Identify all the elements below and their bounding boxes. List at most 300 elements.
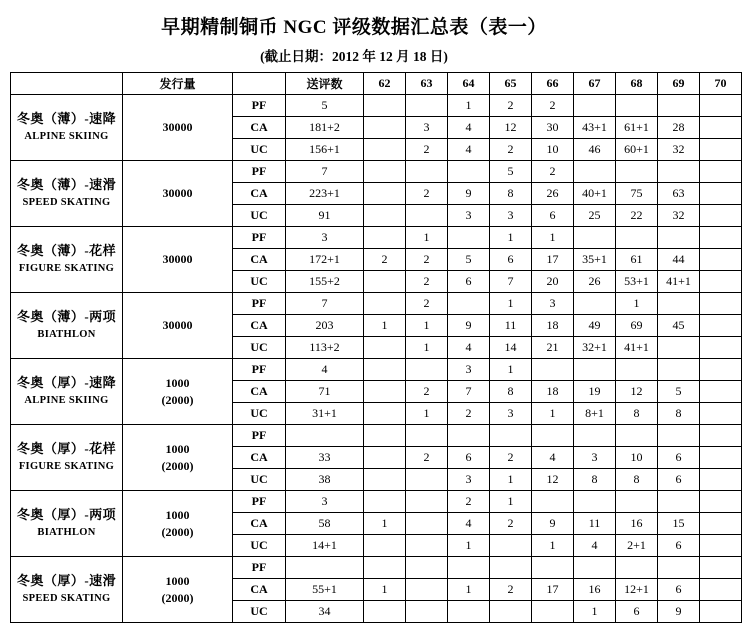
issue-quantity-cell: 30000 xyxy=(123,293,233,359)
submitted-count-cell: 14+1 xyxy=(286,535,364,557)
grade-64-cell: 4 xyxy=(448,337,490,359)
grade-label-cell: PF xyxy=(233,359,286,381)
grade-63-cell xyxy=(406,491,448,513)
category-cell xyxy=(11,95,123,161)
grade-65-cell: 6 xyxy=(490,249,532,271)
grade-68-cell: 22 xyxy=(616,205,658,227)
submitted-count-cell: 5 xyxy=(286,95,364,117)
grade-label-cell: PF xyxy=(233,293,286,315)
grade-70-cell xyxy=(700,381,742,403)
grade-65-cell: 14 xyxy=(490,337,532,359)
issue-quantity-cell: 30000 xyxy=(123,95,233,161)
grade-66-cell xyxy=(532,601,574,623)
category-name-en: BIATHLON xyxy=(37,527,96,539)
grade-62-cell xyxy=(364,139,406,161)
grade-67-cell xyxy=(574,293,616,315)
grade-63-cell xyxy=(406,425,448,447)
grade-label-cell: PF xyxy=(233,161,286,183)
grade-64-cell: 3 xyxy=(448,205,490,227)
grade-66-cell xyxy=(532,557,574,579)
grade-68-cell xyxy=(616,95,658,117)
table-row xyxy=(11,359,742,381)
grade-label-cell: UC xyxy=(233,271,286,293)
grade-63-cell: 2 xyxy=(406,271,448,293)
grade-label-cell: CA xyxy=(233,579,286,601)
grade-65-cell: 8 xyxy=(490,183,532,205)
header-grade-67: 67 xyxy=(574,73,616,95)
grade-66-cell xyxy=(532,425,574,447)
submitted-count-cell: 7 xyxy=(286,293,364,315)
grade-70-cell xyxy=(700,249,742,271)
grade-69-cell xyxy=(658,337,700,359)
grade-64-cell: 2 xyxy=(448,403,490,425)
grade-65-cell: 1 xyxy=(490,469,532,491)
grade-64-cell: 2 xyxy=(448,491,490,513)
grade-63-cell xyxy=(406,579,448,601)
grade-70-cell xyxy=(700,95,742,117)
header-grade-70: 70 xyxy=(700,73,742,95)
grade-70-cell xyxy=(700,183,742,205)
category-name-cn: 冬奥（薄）-花样 xyxy=(16,243,117,259)
grade-68-cell: 61 xyxy=(616,249,658,271)
grade-67-cell: 26 xyxy=(574,271,616,293)
grade-67-cell xyxy=(574,425,616,447)
header-grade xyxy=(233,73,286,95)
grade-64-cell: 1 xyxy=(448,535,490,557)
grade-62-cell xyxy=(364,447,406,469)
grade-label-cell: PF xyxy=(233,557,286,579)
header-category xyxy=(11,73,123,95)
table-header xyxy=(11,73,742,95)
submitted-count-cell: 223+1 xyxy=(286,183,364,205)
grade-67-cell: 32+1 xyxy=(574,337,616,359)
grade-67-cell xyxy=(574,227,616,249)
grade-69-cell: 9 xyxy=(658,601,700,623)
grade-64-cell: 7 xyxy=(448,381,490,403)
grade-label-cell: UC xyxy=(233,601,286,623)
header-grade-68: 68 xyxy=(616,73,658,95)
grade-label-cell: PF xyxy=(233,95,286,117)
grade-65-cell: 2 xyxy=(490,95,532,117)
grade-66-cell: 17 xyxy=(532,579,574,601)
grade-68-cell xyxy=(616,161,658,183)
grade-67-cell xyxy=(574,359,616,381)
header-grade-64: 64 xyxy=(448,73,490,95)
grade-64-cell: 4 xyxy=(448,139,490,161)
header-row xyxy=(11,73,742,95)
grade-67-cell: 43+1 xyxy=(574,117,616,139)
header-grade-63: 63 xyxy=(406,73,448,95)
grade-63-cell: 2 xyxy=(406,447,448,469)
grade-66-cell: 9 xyxy=(532,513,574,535)
grade-62-cell xyxy=(364,601,406,623)
submitted-count-cell: 155+2 xyxy=(286,271,364,293)
submitted-count-cell: 3 xyxy=(286,491,364,513)
grade-66-cell: 21 xyxy=(532,337,574,359)
table-row xyxy=(11,95,742,117)
issue-quantity-cell: 30000 xyxy=(123,227,233,293)
grade-63-cell: 1 xyxy=(406,227,448,249)
grade-68-cell: 75 xyxy=(616,183,658,205)
category-name-en: SPEED SKATING xyxy=(22,197,111,209)
grade-64-cell: 4 xyxy=(448,117,490,139)
grade-68-cell: 12 xyxy=(616,381,658,403)
submitted-count-cell: 203 xyxy=(286,315,364,337)
grade-63-cell xyxy=(406,557,448,579)
submitted-count-cell: 91 xyxy=(286,205,364,227)
page-title: 早期精制铜币 NGC 评级数据汇总表（表一） xyxy=(161,17,547,38)
category-name-en: ALPINE SKIING xyxy=(24,395,109,407)
grade-68-cell: 61+1 xyxy=(616,117,658,139)
grade-67-cell: 1 xyxy=(574,601,616,623)
grade-62-cell xyxy=(364,403,406,425)
category-name-en: BIATHLON xyxy=(37,329,96,341)
grade-label-cell: CA xyxy=(233,117,286,139)
grade-70-cell xyxy=(700,205,742,227)
submitted-count-cell: 71 xyxy=(286,381,364,403)
grade-69-cell: 41+1 xyxy=(658,271,700,293)
grade-70-cell xyxy=(700,227,742,249)
grade-68-cell: 1 xyxy=(616,293,658,315)
grade-67-cell xyxy=(574,95,616,117)
grade-66-cell: 17 xyxy=(532,249,574,271)
category-name-cn: 冬奥（薄）-速降 xyxy=(16,111,117,127)
submitted-count-cell: 7 xyxy=(286,161,364,183)
grade-68-cell: 8 xyxy=(616,469,658,491)
grade-62-cell xyxy=(364,359,406,381)
grade-label-cell: CA xyxy=(233,513,286,535)
grade-70-cell xyxy=(700,557,742,579)
grade-69-cell: 6 xyxy=(658,469,700,491)
submitted-count-cell: 156+1 xyxy=(286,139,364,161)
table-row xyxy=(11,161,742,183)
grade-70-cell xyxy=(700,271,742,293)
issue-quantity-cell: 1000 (2000) xyxy=(123,425,233,491)
submitted-count-cell: 33 xyxy=(286,447,364,469)
grade-67-cell: 8 xyxy=(574,469,616,491)
grade-62-cell xyxy=(364,381,406,403)
submitted-count-cell xyxy=(286,557,364,579)
category-name-cn: 冬奥（厚）-花样 xyxy=(16,441,117,457)
category-name-en: FIGURE SKATING xyxy=(18,263,115,275)
grade-66-cell: 26 xyxy=(532,183,574,205)
table-row xyxy=(11,293,742,315)
grade-label-cell: UC xyxy=(233,469,286,491)
grade-69-cell: 45 xyxy=(658,315,700,337)
grade-67-cell xyxy=(574,161,616,183)
grade-69-cell xyxy=(658,293,700,315)
grade-65-cell: 2 xyxy=(490,513,532,535)
grade-68-cell xyxy=(616,491,658,513)
grade-label-cell: UC xyxy=(233,535,286,557)
grade-label-cell: PF xyxy=(233,425,286,447)
grade-69-cell xyxy=(658,425,700,447)
grade-70-cell xyxy=(700,447,742,469)
grade-65-cell xyxy=(490,535,532,557)
grade-63-cell: 2 xyxy=(406,249,448,271)
grade-70-cell xyxy=(700,425,742,447)
grade-63-cell xyxy=(406,469,448,491)
grade-66-cell xyxy=(532,359,574,381)
grade-65-cell xyxy=(490,601,532,623)
grade-64-cell: 6 xyxy=(448,271,490,293)
grade-70-cell xyxy=(700,535,742,557)
grade-68-cell: 2+1 xyxy=(616,535,658,557)
grade-69-cell: 32 xyxy=(658,139,700,161)
grade-64-cell: 9 xyxy=(448,315,490,337)
grade-65-cell: 7 xyxy=(490,271,532,293)
grade-65-cell: 1 xyxy=(490,293,532,315)
grade-70-cell xyxy=(700,513,742,535)
grade-62-cell xyxy=(364,227,406,249)
grade-62-cell xyxy=(364,271,406,293)
grade-label-cell: UC xyxy=(233,205,286,227)
grade-65-cell: 1 xyxy=(490,491,532,513)
grade-67-cell: 8+1 xyxy=(574,403,616,425)
grade-65-cell: 5 xyxy=(490,161,532,183)
grade-66-cell: 18 xyxy=(532,315,574,337)
grade-67-cell xyxy=(574,491,616,513)
grade-62-cell xyxy=(364,95,406,117)
grade-64-cell: 3 xyxy=(448,359,490,381)
grade-65-cell: 2 xyxy=(490,139,532,161)
grade-64-cell xyxy=(448,557,490,579)
header-grade-66: 66 xyxy=(532,73,574,95)
category-cell xyxy=(11,557,123,623)
header-count: 送评数 xyxy=(286,73,364,95)
category-cell xyxy=(11,359,123,425)
submitted-count-cell: 172+1 xyxy=(286,249,364,271)
grade-63-cell: 1 xyxy=(406,315,448,337)
grade-label-cell: PF xyxy=(233,227,286,249)
grade-69-cell xyxy=(658,557,700,579)
issue-quantity-secondary: (2000) xyxy=(161,524,194,539)
issue-quantity-secondary: (2000) xyxy=(161,590,194,605)
grade-64-cell xyxy=(448,161,490,183)
submitted-count-cell: 31+1 xyxy=(286,403,364,425)
grade-62-cell: 1 xyxy=(364,513,406,535)
grade-67-cell xyxy=(574,557,616,579)
grade-66-cell: 18 xyxy=(532,381,574,403)
grade-65-cell: 2 xyxy=(490,579,532,601)
grade-67-cell: 25 xyxy=(574,205,616,227)
grade-70-cell xyxy=(700,117,742,139)
category-name-cn: 冬奥（薄）-速滑 xyxy=(16,177,117,193)
grade-68-cell: 69 xyxy=(616,315,658,337)
table-row xyxy=(11,425,742,447)
grade-64-cell: 3 xyxy=(448,469,490,491)
grade-label-cell: CA xyxy=(233,381,286,403)
issue-quantity-secondary: (2000) xyxy=(161,458,194,473)
grade-62-cell xyxy=(364,535,406,557)
grade-66-cell: 1 xyxy=(532,535,574,557)
grade-69-cell xyxy=(658,359,700,381)
grade-69-cell: 32 xyxy=(658,205,700,227)
grade-62-cell xyxy=(364,117,406,139)
grade-65-cell: 8 xyxy=(490,381,532,403)
category-cell xyxy=(11,161,123,227)
grade-66-cell: 2 xyxy=(532,161,574,183)
grade-65-cell: 1 xyxy=(490,359,532,381)
grade-68-cell: 12+1 xyxy=(616,579,658,601)
submitted-count-cell: 34 xyxy=(286,601,364,623)
grade-63-cell xyxy=(406,601,448,623)
grade-69-cell xyxy=(658,227,700,249)
grade-69-cell: 6 xyxy=(658,579,700,601)
submitted-count-cell: 3 xyxy=(286,227,364,249)
grade-66-cell: 4 xyxy=(532,447,574,469)
grade-68-cell: 41+1 xyxy=(616,337,658,359)
grade-68-cell xyxy=(616,227,658,249)
grade-62-cell xyxy=(364,161,406,183)
page-subtitle: (截止日期：2012 年 12 月 18 日) xyxy=(260,49,448,64)
grade-67-cell: 35+1 xyxy=(574,249,616,271)
category-cell xyxy=(11,425,123,491)
grade-70-cell xyxy=(700,139,742,161)
grade-67-cell: 4 xyxy=(574,535,616,557)
grade-64-cell xyxy=(448,425,490,447)
category-name-cn: 冬奥（厚）-两项 xyxy=(16,507,117,523)
category-name-en: ALPINE SKIING xyxy=(24,131,109,143)
header-grade-65: 65 xyxy=(490,73,532,95)
grade-70-cell xyxy=(700,315,742,337)
grade-68-cell: 60+1 xyxy=(616,139,658,161)
grade-65-cell: 11 xyxy=(490,315,532,337)
grade-70-cell xyxy=(700,579,742,601)
grade-62-cell xyxy=(364,491,406,513)
grade-63-cell xyxy=(406,95,448,117)
grade-65-cell: 3 xyxy=(490,205,532,227)
grade-62-cell xyxy=(364,557,406,579)
grade-63-cell: 1 xyxy=(406,403,448,425)
grade-69-cell: 28 xyxy=(658,117,700,139)
submitted-count-cell: 181+2 xyxy=(286,117,364,139)
grade-69-cell: 5 xyxy=(658,381,700,403)
grade-label-cell: UC xyxy=(233,139,286,161)
grade-68-cell xyxy=(616,425,658,447)
grade-64-cell: 1 xyxy=(448,579,490,601)
grade-62-cell xyxy=(364,337,406,359)
grade-label-cell: UC xyxy=(233,403,286,425)
category-cell xyxy=(11,293,123,359)
grade-64-cell: 5 xyxy=(448,249,490,271)
grade-64-cell xyxy=(448,227,490,249)
table-row xyxy=(11,227,742,249)
grade-65-cell xyxy=(490,425,532,447)
grade-70-cell xyxy=(700,359,742,381)
grade-64-cell xyxy=(448,293,490,315)
grade-69-cell: 15 xyxy=(658,513,700,535)
table-row xyxy=(11,557,742,579)
grade-67-cell: 49 xyxy=(574,315,616,337)
grade-63-cell xyxy=(406,535,448,557)
grade-label-cell: PF xyxy=(233,491,286,513)
grade-label-cell: UC xyxy=(233,337,286,359)
grade-65-cell xyxy=(490,557,532,579)
grade-66-cell: 3 xyxy=(532,293,574,315)
grade-63-cell: 2 xyxy=(406,381,448,403)
category-name-cn: 冬奥（厚）-速降 xyxy=(16,375,117,391)
grade-67-cell: 40+1 xyxy=(574,183,616,205)
grade-67-cell: 16 xyxy=(574,579,616,601)
grade-69-cell: 6 xyxy=(658,447,700,469)
grade-69-cell: 63 xyxy=(658,183,700,205)
grade-62-cell xyxy=(364,425,406,447)
ngc-grading-table xyxy=(10,72,742,623)
category-name-cn: 冬奥（薄）-两项 xyxy=(16,309,117,325)
grade-66-cell: 10 xyxy=(532,139,574,161)
grade-66-cell: 1 xyxy=(532,403,574,425)
grade-63-cell xyxy=(406,513,448,535)
grade-63-cell: 2 xyxy=(406,183,448,205)
grade-70-cell xyxy=(700,469,742,491)
category-cell xyxy=(11,227,123,293)
grade-67-cell: 11 xyxy=(574,513,616,535)
grade-68-cell: 53+1 xyxy=(616,271,658,293)
issue-quantity-cell: 30000 xyxy=(123,161,233,227)
submitted-count-cell: 55+1 xyxy=(286,579,364,601)
category-name-cn: 冬奥（厚）-速滑 xyxy=(16,573,117,589)
table-row xyxy=(11,491,742,513)
grade-62-cell xyxy=(364,293,406,315)
grade-65-cell: 2 xyxy=(490,447,532,469)
submitted-count-cell: 38 xyxy=(286,469,364,491)
header-issue: 发行量 xyxy=(123,73,233,95)
grade-62-cell: 1 xyxy=(364,579,406,601)
grade-66-cell xyxy=(532,491,574,513)
grade-64-cell: 6 xyxy=(448,447,490,469)
grade-63-cell: 2 xyxy=(406,293,448,315)
grade-68-cell: 8 xyxy=(616,403,658,425)
grade-label-cell: CA xyxy=(233,315,286,337)
grade-64-cell: 4 xyxy=(448,513,490,535)
grade-69-cell xyxy=(658,95,700,117)
grade-68-cell xyxy=(616,557,658,579)
grade-70-cell xyxy=(700,601,742,623)
grade-69-cell xyxy=(658,491,700,513)
grade-66-cell: 2 xyxy=(532,95,574,117)
grade-63-cell: 1 xyxy=(406,337,448,359)
grade-66-cell: 12 xyxy=(532,469,574,491)
grade-70-cell xyxy=(700,337,742,359)
grade-67-cell: 19 xyxy=(574,381,616,403)
grade-66-cell: 20 xyxy=(532,271,574,293)
grade-label-cell: CA xyxy=(233,447,286,469)
category-name-en: FIGURE SKATING xyxy=(18,461,115,473)
issue-quantity-cell: 1000 (2000) xyxy=(123,359,233,425)
submitted-count-cell: 58 xyxy=(286,513,364,535)
grade-64-cell: 1 xyxy=(448,95,490,117)
grade-70-cell xyxy=(700,403,742,425)
grade-62-cell xyxy=(364,469,406,491)
grade-69-cell: 44 xyxy=(658,249,700,271)
grade-67-cell: 46 xyxy=(574,139,616,161)
issue-quantity-cell: 1000 (2000) xyxy=(123,557,233,623)
grade-62-cell xyxy=(364,205,406,227)
grade-67-cell: 3 xyxy=(574,447,616,469)
grade-68-cell: 16 xyxy=(616,513,658,535)
grade-62-cell: 1 xyxy=(364,315,406,337)
issue-quantity-secondary: (2000) xyxy=(161,392,194,407)
category-name-en: SPEED SKATING xyxy=(22,593,111,605)
grade-68-cell: 10 xyxy=(616,447,658,469)
grade-63-cell xyxy=(406,205,448,227)
grade-66-cell: 6 xyxy=(532,205,574,227)
submitted-count-cell xyxy=(286,425,364,447)
grade-label-cell: CA xyxy=(233,249,286,271)
grade-68-cell: 6 xyxy=(616,601,658,623)
grade-62-cell: 2 xyxy=(364,249,406,271)
